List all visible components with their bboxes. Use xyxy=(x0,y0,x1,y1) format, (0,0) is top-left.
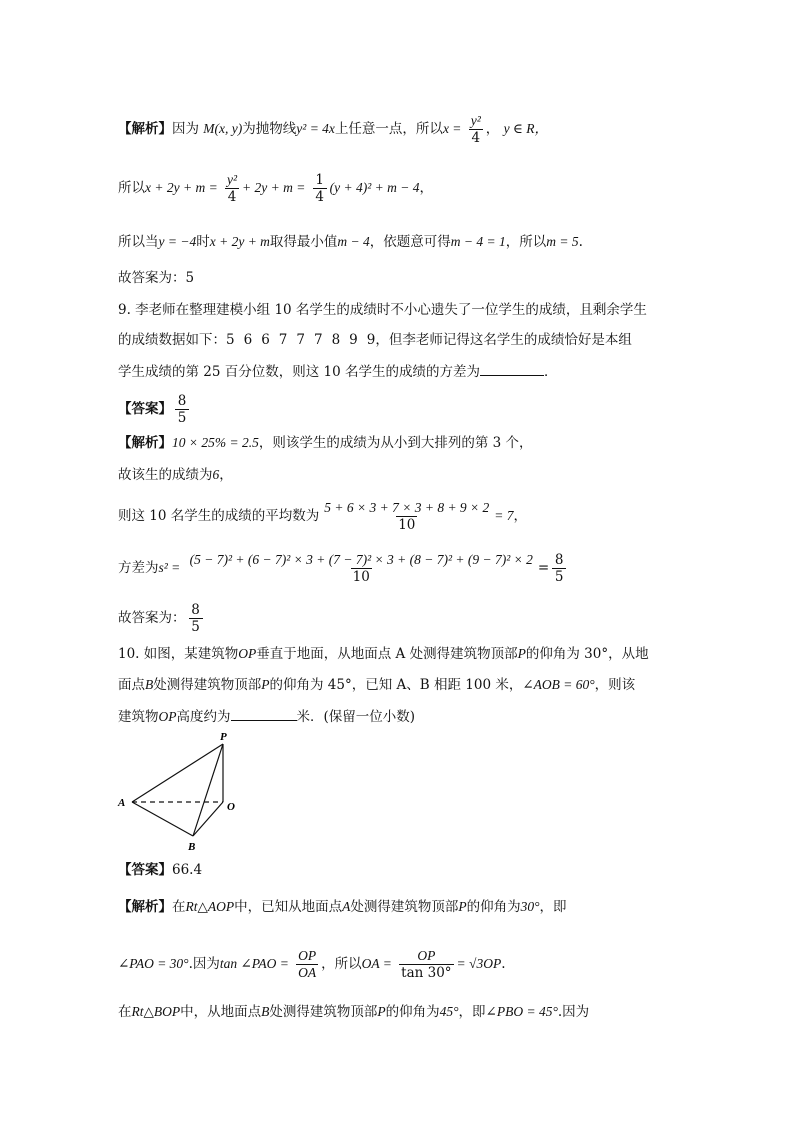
text: ，所以 xyxy=(321,956,362,972)
fraction xyxy=(313,172,327,205)
q9-analysis-line-4 xyxy=(118,552,569,585)
math: s² = xyxy=(158,560,181,575)
answer-blank xyxy=(480,361,544,376)
math: y = −4 xyxy=(158,234,197,249)
answer-value: 66.4 xyxy=(172,862,203,878)
denominator: OA xyxy=(298,965,317,980)
q8-analysis-line-2 xyxy=(118,172,433,205)
text: 的仰角为 45°，已知 A、B 相距 100 米， xyxy=(269,677,523,693)
analysis-tag: 【解析】 xyxy=(118,435,172,451)
math: + 2y + m = xyxy=(242,180,306,195)
denominator: 5 xyxy=(189,618,203,635)
score: 6 xyxy=(243,332,253,348)
math: 6 xyxy=(212,467,220,482)
q8-analysis-line-1 xyxy=(118,113,548,146)
q10-line-3 xyxy=(118,706,415,727)
text: ，则该 xyxy=(594,677,636,693)
denominator: 5 xyxy=(552,568,566,585)
label-P: P xyxy=(220,731,227,743)
text: ，即 xyxy=(458,1004,486,1020)
text: ． xyxy=(544,364,558,380)
math: B xyxy=(145,677,154,692)
text: ， xyxy=(513,508,528,524)
text: ， xyxy=(485,121,500,137)
text: 为抛物线 xyxy=(242,121,297,137)
score: 5 xyxy=(226,332,235,348)
label-O: O xyxy=(227,801,235,813)
text: .因为 xyxy=(188,956,220,972)
math: M(x, y) xyxy=(203,121,243,136)
text: 垂直于地面，从地面点 A 处测得建筑物顶部 xyxy=(256,646,518,662)
text: ，所以 xyxy=(505,234,547,250)
math: P xyxy=(458,899,467,914)
text: 上任意一点，所以 xyxy=(334,121,443,137)
score: 7 xyxy=(278,332,288,348)
math: 10 × 25% = 2.5 xyxy=(172,435,259,450)
answer-blank xyxy=(231,706,297,721)
score: 9 xyxy=(349,332,358,348)
denominator: tan 30° xyxy=(401,965,452,981)
math: OP xyxy=(238,646,257,661)
text: ，但李老师记得这名学生的成绩恰好是本组 xyxy=(375,332,632,348)
text: 故该生的成绩为 xyxy=(118,467,213,483)
denominator: 10 xyxy=(352,569,370,585)
text: 的成绩数据如下： xyxy=(118,332,226,348)
q8-analysis-line-3 xyxy=(118,232,583,252)
math: ∠PBO = 45° xyxy=(485,1004,558,1019)
analysis-tag: 【解析】 xyxy=(118,121,172,137)
edge-AB xyxy=(132,802,193,836)
math: x + 2y + m xyxy=(209,234,270,249)
numerator: 5 + 6 × 3 + 7 × 3 + 8 + 9 × 2 xyxy=(324,500,490,515)
math: (y + 4)² + m − 4 xyxy=(329,180,420,195)
text: 10. 如图，某建筑物 xyxy=(118,646,239,662)
math: m − 4 = 1 xyxy=(450,234,506,249)
math: ∠PAO = 30° xyxy=(118,956,189,971)
text: . xyxy=(501,956,506,972)
numerator: (5 − 7)² + (6 − 7)² × 3 + (7 − 7)² × 3 + (8 − 7)² + (9 − 7)² × 2 xyxy=(189,552,533,567)
math: OA = xyxy=(361,956,392,971)
numerator: OP xyxy=(298,948,317,963)
score: 7 xyxy=(313,332,323,348)
text: ，则该学生的成绩为从小到大排列的第 3 个， xyxy=(258,435,533,451)
text: 处测得建筑物顶部 xyxy=(350,899,459,915)
score: 6 xyxy=(261,332,270,348)
text: 的仰角为 30°，从地 xyxy=(525,646,649,662)
text: 方差为 xyxy=(118,560,159,576)
score: 7 xyxy=(296,332,305,348)
text: 因为 xyxy=(172,121,199,137)
math: m − 4 xyxy=(337,234,370,249)
text: 时 xyxy=(196,234,210,250)
score: 8 xyxy=(331,332,341,348)
q10-line-1 xyxy=(118,644,649,664)
edge-PA xyxy=(132,744,223,802)
denominator: 5 xyxy=(175,409,189,426)
math: y ∈ R， xyxy=(503,121,549,136)
answer-tag: 【答案】 xyxy=(118,862,172,878)
numerator: 8 xyxy=(177,393,187,409)
numerator: y² xyxy=(227,172,238,187)
numerator: 8 xyxy=(554,552,564,568)
text: 中，从地面点 xyxy=(180,1004,262,1020)
text: ，即 xyxy=(539,899,567,915)
q9-line-2 xyxy=(118,330,632,350)
q9-final-answer xyxy=(118,602,206,635)
fraction xyxy=(469,113,483,146)
q10-analysis-line-3 xyxy=(118,1002,589,1022)
math: 45° xyxy=(439,1004,459,1019)
label-A: A xyxy=(118,797,126,809)
fraction xyxy=(552,552,566,585)
math: P xyxy=(517,646,526,661)
text: 故答案为： xyxy=(118,610,186,626)
text: 取得最小值 xyxy=(269,234,338,250)
q9-line-1: 9. 李老师在整理建模小组 10 名学生的成绩时不小心遗失了一位学生的成绩，且剩余学生 xyxy=(118,302,647,318)
fraction xyxy=(188,552,535,585)
text: 的仰角为 xyxy=(466,899,521,915)
denominator: 4 xyxy=(469,129,483,146)
math: x = xyxy=(442,121,462,136)
math: B xyxy=(261,1004,270,1019)
math: = √3OP xyxy=(456,956,502,971)
text: 处测得建筑物顶部 xyxy=(269,1004,378,1020)
math: Rt△AOP xyxy=(185,899,235,914)
text: 学生成绩的第 25 百分位数，则这 10 名学生的成绩的方差为 xyxy=(118,364,481,380)
math: x + 2y + m = xyxy=(145,180,218,195)
q10-answer xyxy=(118,860,202,880)
edge-PB xyxy=(193,744,223,836)
q9-line-3 xyxy=(118,361,558,382)
text: 则这 10 名学生的成绩的平均数为 xyxy=(118,508,320,524)
denominator: 10 xyxy=(398,517,416,533)
analysis-tag: 【解析】 xyxy=(118,899,172,915)
numerator: 1 xyxy=(315,172,324,188)
score: 9 xyxy=(366,332,376,348)
q10-analysis-line-2 xyxy=(118,948,505,981)
text: ，依题意可得 xyxy=(369,234,451,250)
edge-BO xyxy=(193,802,223,836)
q9-analysis-line-3 xyxy=(118,500,527,533)
fraction xyxy=(225,172,239,205)
text: 所以当 xyxy=(118,234,159,250)
math: A xyxy=(342,899,351,914)
label-B: B xyxy=(188,841,196,853)
text: 的仰角为 xyxy=(385,1004,440,1020)
numerator: OP xyxy=(417,948,436,963)
math: P xyxy=(377,1004,386,1019)
text: 在 xyxy=(172,899,186,915)
text: ， xyxy=(219,467,233,483)
text: . xyxy=(578,234,583,250)
math: = xyxy=(537,560,550,576)
fraction xyxy=(296,948,318,981)
text: 面点 xyxy=(118,677,145,693)
math: P xyxy=(261,677,270,692)
numerator: y² xyxy=(470,113,481,128)
math: = 7 xyxy=(494,508,514,523)
geometry-figure xyxy=(110,728,240,854)
text: 中，已知从地面点 xyxy=(234,899,343,915)
score-list xyxy=(226,332,375,348)
numerator: 8 xyxy=(191,602,200,618)
math: ∠AOB = 60° xyxy=(522,677,595,692)
math: y² = 4x xyxy=(296,121,335,136)
q10-analysis-line-1 xyxy=(118,897,567,917)
text: 在 xyxy=(118,1004,132,1020)
text: 建筑物 xyxy=(118,709,159,725)
q9-answer xyxy=(118,393,192,426)
math: tan ∠PAO = xyxy=(219,956,289,971)
text: .因为 xyxy=(557,1004,590,1020)
fraction xyxy=(189,602,203,635)
text: 米．(保留一位小数) xyxy=(296,709,416,725)
q8-final-answer: 故答案为：5 xyxy=(118,270,195,286)
text: 高度约为 xyxy=(176,709,231,725)
math: m = 5 xyxy=(546,234,579,249)
math: 30° xyxy=(520,899,540,914)
q9-analysis-line-1 xyxy=(118,433,533,453)
text: ， xyxy=(419,180,434,196)
math: Rt△BOP xyxy=(131,1004,181,1019)
answer-tag: 【答案】 xyxy=(118,401,172,417)
text: 处测得建筑物顶部 xyxy=(153,677,262,693)
q10-line-2 xyxy=(118,675,635,695)
fraction xyxy=(399,948,453,981)
math: OP xyxy=(158,709,177,724)
fraction xyxy=(175,393,189,426)
denominator: 4 xyxy=(313,188,327,205)
fraction xyxy=(322,500,491,533)
q9-analysis-line-2 xyxy=(118,465,233,485)
denominator: 4 xyxy=(225,188,239,205)
text: 所以 xyxy=(118,180,145,196)
